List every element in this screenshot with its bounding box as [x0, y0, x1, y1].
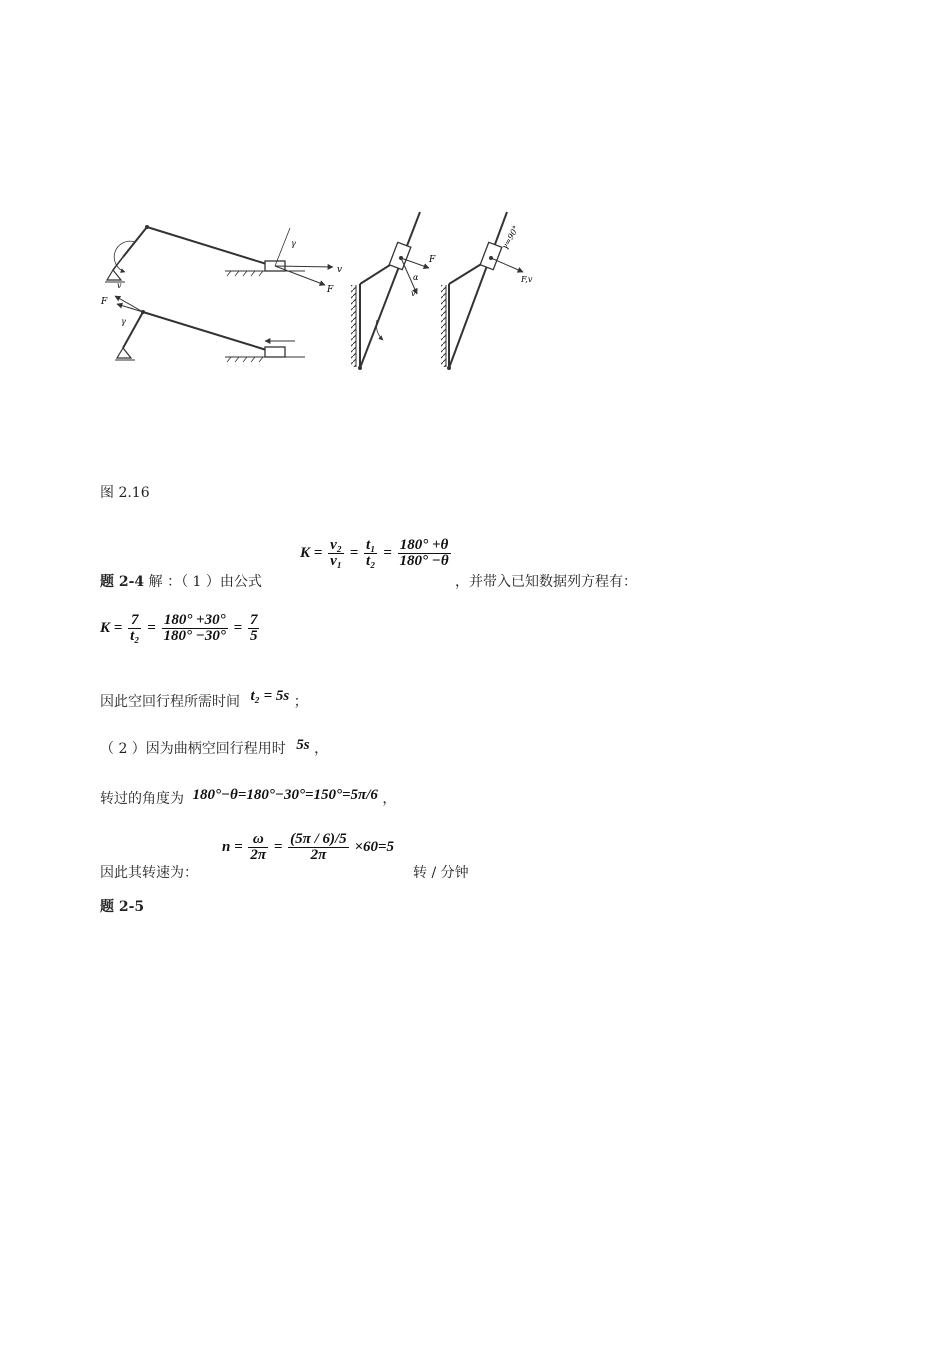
label-gamma2: γ — [121, 317, 126, 326]
line-speed-prefix: 因此其转速为： — [100, 865, 198, 881]
intro-prefix: 解 ：（ 1 ）由公式 — [148, 574, 262, 590]
crank-slider-top — [105, 225, 342, 295]
line-speed-suffix: 转 / 分钟 — [413, 865, 469, 881]
line-return-time: 因此空回行程所需时间 t₂ = 5s ； — [100, 688, 308, 710]
problem-2-4-line1 — [100, 573, 262, 591]
angle-formula: 180°−θ=180°−30°=150°=5π/6 — [192, 787, 378, 803]
time-formula: t₂ = 5s — [250, 688, 290, 704]
mechanism-diagram — [95, 200, 555, 380]
guide-bar-mechanism-2 — [441, 212, 533, 370]
intro-suffix: ，并带入已知数据列方程有： — [455, 574, 637, 590]
figure-caption: 图 2.16 — [100, 485, 150, 501]
formula-k-definition: K = $\frac{\text{v₂}}{\text{v₁}}$ = $\frac{\text{t₁}}{\text{t₂}}$ = $\frac{180^\circ +\theta}{180^\circ -\theta}$ — [300, 537, 449, 569]
mechanism-figure — [95, 200, 555, 380]
crank-slider-bottom — [100, 281, 305, 362]
problem-2-5-heading: 题 2-5 — [100, 899, 145, 915]
label-F2: F — [101, 297, 108, 307]
label-v: v — [337, 265, 343, 275]
label-F3: F — [429, 255, 436, 265]
label-alpha: α — [413, 273, 419, 282]
line-angle: 转过的角度为 180°−θ=180°−30°=150°=5π/6 ， — [100, 787, 397, 807]
label-gamma90: γ=90° — [500, 224, 521, 251]
formula-k-values: K = $\frac{7}{\text{t₂}}$ = $\frac{180^\circ +30^\circ}{180^\circ -30^\circ}$ = $\frac{7}{5}$ — [100, 612, 258, 644]
label-gamma: γ — [291, 239, 296, 248]
speed-formula: n = $\frac{\omega}{2\pi}$ = $\frac{(5\pi / 6)/5}{2\pi}$ ×60=5 — [222, 831, 395, 863]
crank-time: 5s — [296, 737, 310, 753]
label-v2: v — [117, 281, 122, 290]
label-v3: v — [411, 289, 416, 298]
problem-2-4-heading: 题 2-4 — [100, 574, 145, 590]
line-crank-time: （ 2 ）因为曲柄空回行程用时 5s ， — [100, 737, 329, 757]
label-F: F — [327, 285, 334, 295]
label-Fv: F,v — [521, 275, 533, 284]
guide-bar-mechanism-1 — [351, 212, 436, 370]
